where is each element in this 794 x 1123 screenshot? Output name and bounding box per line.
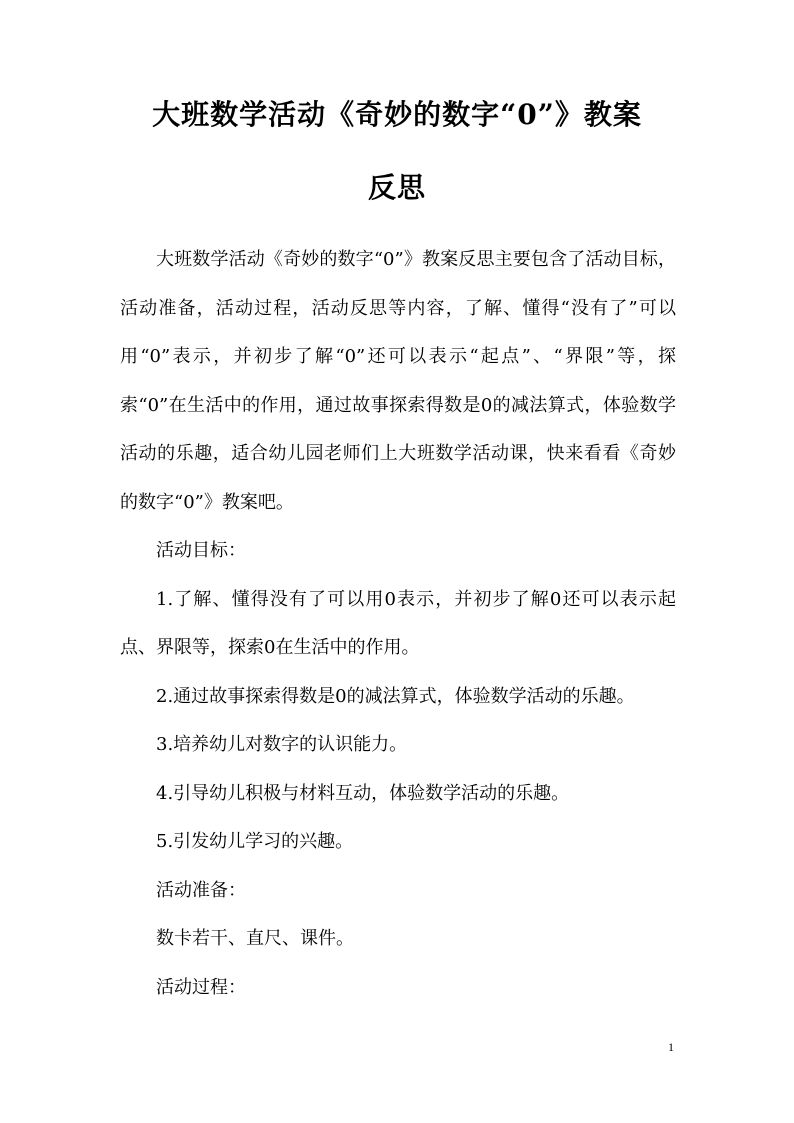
intro-paragraph: 大班数学活动《奇妙的数字“0”》教案反思主要包含了活动目标，活动准备，活动过程，活动反思等内容，了解、懂得“没有了”可以用“0”表示，并初步了解“0”还可以表示“起点”、“界限”等，探索“0”在生活中的作用，通过故事探索得数是0的减法算式，体验数学活动的乐趣，适合幼儿园老师们上大班数学活动课，快来看看《奇妙的数字“0”》教案吧。	[120, 249, 676, 513]
goal-item-3: 3.培养幼儿对数字的认识能力。	[156, 734, 408, 755]
document-body	[120, 236, 676, 1012]
goals-heading: 活动目标：	[156, 540, 246, 561]
page-number: 1	[668, 1040, 674, 1054]
document-title-line-1: 大班数学活动《奇妙的数字“0”》教案	[152, 98, 642, 131]
goal-item-5: 5.引发幼儿学习的兴趣。	[156, 831, 354, 852]
goal-item-2: 2.通过故事探索得数是0的减法算式，体验数学活动的乐趣。	[156, 685, 635, 707]
preparation-items: 数卡若干、直尺、课件。	[156, 928, 354, 949]
document-title-line-2: 反思	[367, 171, 426, 204]
goal-item-4: 4.引导幼儿积极与材料互动，体验数学活动的乐趣。	[156, 782, 570, 804]
preparation-heading: 活动准备：	[156, 879, 246, 901]
goal-item-1: 1.了解、懂得没有了可以用0表示，并初步了解0还可以表示起点、界限等，探索0在生活中的作用。	[120, 588, 676, 658]
process-heading: 活动过程：	[156, 976, 246, 998]
